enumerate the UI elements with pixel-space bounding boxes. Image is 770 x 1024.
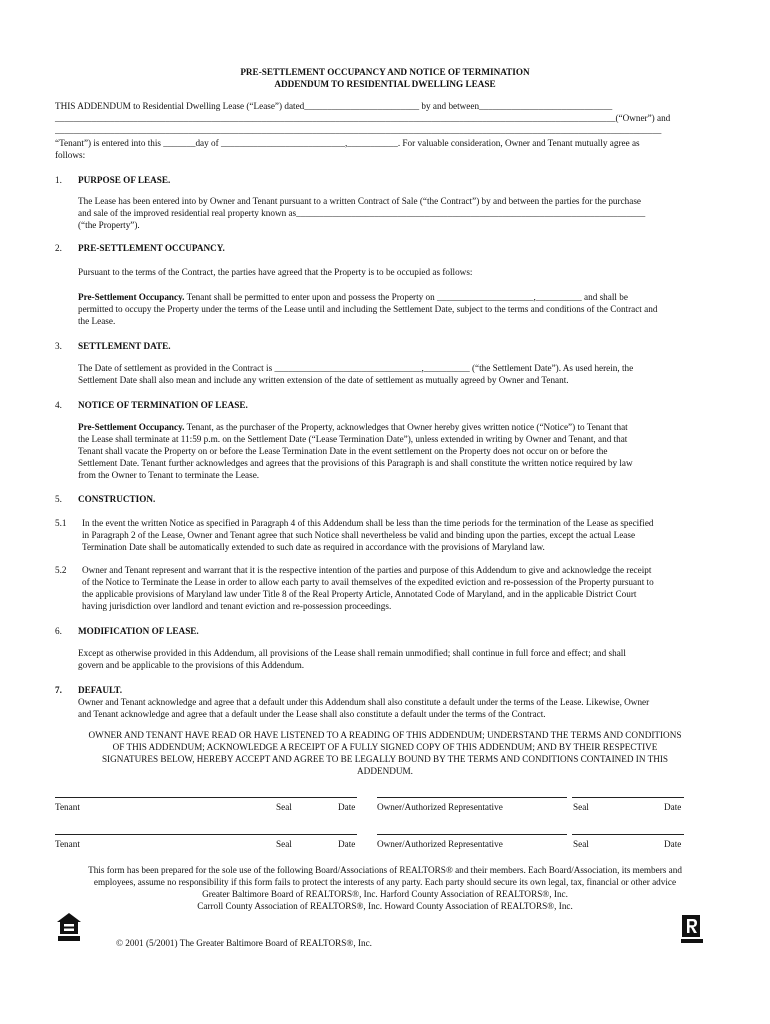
section-7-number: 7. [55,685,62,695]
section-5-1-text-3: Termination Date shall be automatically extended to such date as required in accordance with the provisions of Maryland law. [82,542,545,552]
intro-line-5: follows: [55,150,86,160]
section-2-text-1 [78,291,628,303]
section-7-text-1: Owner and Tenant acknowledge and agree that a default under this Addendum shall also constitute a default under the terms of the Lease. Likewise, Owner [78,697,650,707]
section-5-2-number: 5.2 [55,565,67,575]
section-2-text-2: permitted to occupy the Property under the terms of the Lease until and including the Settlement Date, subject to the terms and conditions of the Contract and [78,304,658,314]
notice-line-4: ADDENDUM. [357,766,413,776]
section-1-heading: PURPOSE OF LEASE. [78,175,171,185]
owner-date-line-1[interactable] [572,797,684,798]
section-3-text-1: The Date of settlement as provided in the Contract is ________________________________,__________ (“the Settlement Date”). As used herein, the [78,363,634,373]
tenant-date-label-2: Date [338,839,356,849]
copyright-text: © 2001 (5/2001) The Greater Baltimore Board of REALTORS®, Inc. [116,938,372,948]
title-line-1: PRE-SETTLEMENT OCCUPANCY AND NOTICE OF TERMINATION [240,67,530,77]
intro-line-4: “Tenant”) is entered into this _______day of ___________________________,___________. For valuable consideration, Owner and Tenant mutually agree as [55,138,640,148]
section-2-paragraph: Pursuant to the terms of the Contract, the parties have agreed that the Property is to be occupied as follows: [78,267,473,277]
notice-line-2: OF THIS ADDENDUM; ACKNOWLEDGE A RECEIPT OF A FULLY SIGNED COPY OF THIS ADDENDUM; AND BY THEIR RESPECTIVE [112,742,658,752]
owner-date-label-2: Date [664,839,682,849]
section-6-text-1: Except as otherwise provided in this Addendum, all provisions of the Lease shall remain unmodified; shall continue in full force and effect; and shall [78,648,626,658]
owner-signature-line-1[interactable] [377,797,567,798]
tenant-label-1: Tenant [55,802,80,812]
section-4-text-2: the Lease shall terminate at 11:59 p.m. on the Settlement Date (“Lease Termination Date”), unless extended in writing by Owner and Tenant, and that [78,434,628,444]
section-5-2-text-3: the applicable provisions of Maryland law under Title 8 of the Real Property Article, Annotated Code of Maryland, and in the applicable District Court [82,589,637,599]
section-5-2-text-2: of the Notice to Terminate the Lease in order to allow each party to avail themselves of the expedited eviction and re-possession of the Property pursuant to [82,577,654,587]
section-5-heading: CONSTRUCTION. [78,494,156,504]
intro-line-1: THIS ADDENDUM to Residential Dwelling Lease (“Lease”) dated_________________________ by and between_____________________________ [55,101,613,111]
section-2-text-1-rest: Tenant shall be permitted to enter upon and possess the Property on _____________________,__________ and shall be [184,292,628,302]
section-4-text-1 [78,421,628,433]
section-4-lead: Pre-Settlement Occupancy. [78,422,185,432]
owner-date-label-1: Date [664,802,682,812]
section-2-text-3: the Lease. [78,316,116,326]
section-3-text-2: Settlement Date shall also mean and include any written extension of the date of settlement as mutually agreed by Owner and Tenant. [78,375,569,385]
owner-seal-label-1: Seal [573,802,589,812]
section-6-number: 6. [55,626,62,636]
section-2-heading: PRE-SETTLEMENT OCCUPANCY. [78,243,225,253]
section-5-1-number: 5.1 [55,518,67,528]
footer-line-4: Carroll County Association of REALTORS®, Inc. Howard County Association of REALTORS®, Inc. [197,901,573,911]
footer-line-3: Greater Baltimore Board of REALTORS®, Inc. Harford County Association of REALTORS®, Inc. [202,889,568,899]
section-2-number: 2. [55,243,62,253]
footer-line-2: employees, assume no responsibility if this form fails to protect the interests of any party. Each party should secure its own legal, tax, financial or other advice [93,877,677,887]
notice-line-1: OWNER AND TENANT HAVE READ OR HAVE LISTENED TO A READING OF THIS ADDENDUM; UNDERSTAND THE TERMS AND CONDITIONS [88,730,682,740]
section-7-heading: DEFAULT. [78,685,122,695]
tenant-label-2: Tenant [55,839,80,849]
section-1-text-2: and sale of the improved residential real property known as____________________________________________________________________________ [78,208,646,218]
section-5-number: 5. [55,494,62,504]
realtor-logo-icon [681,914,703,944]
section-4-text-4: Settlement Date. Tenant further acknowledges and agrees that the provisions of this Paragraph is and shall constitute the written notice required by law [78,458,633,468]
section-5-1-text-2: in Paragraph 2 of the Lease, Owner and Tenant agree that such Notice shall nevertheless be valid and binding upon the parties, except the actual Lease [82,530,636,540]
equal-housing-icon [56,912,82,942]
section-5-1-text-1: In the event the written Notice as specified in Paragraph 4 of this Addendum shall be less than the time periods for the termination of the Lease as specified [82,518,654,528]
intro-line-3: ____________________________________________________________________________________________________________________________________ [55,125,662,135]
section-4-text-3: Tenant shall vacate the Property on or before the Lease Termination Date in the event settlement on the Property does not occur on or before the [78,446,608,456]
tenant-seal-label-2: Seal [276,839,292,849]
tenant-signature-line-2[interactable] [55,834,357,835]
section-3-number: 3. [55,341,62,351]
footer-line-1: This form has been prepared for the sole use of the following Board/Associations of REALTORS® and their members. Each Board/Association, its members and [88,865,682,875]
section-1-text-3: (“the Property”). [78,220,140,230]
tenant-date-label-1: Date [338,802,356,812]
tenant-seal-label-1: Seal [276,802,292,812]
owner-label-1: Owner/Authorized Representative [377,802,503,812]
owner-signature-line-2[interactable] [377,834,567,835]
section-6-text-2: govern and be applicable to the provisions of this Addendum. [78,660,305,670]
section-4-text-5: from the Owner to Tenant to terminate the Lease. [78,470,260,480]
title-line-2: ADDENDUM TO RESIDENTIAL DWELLING LEASE [274,79,496,89]
intro-line-2: __________________________________________________________________________________________________________________________(“Owner”) and [55,113,671,123]
section-2-lead: Pre-Settlement Occupancy. [78,292,185,302]
section-1-text-1: The Lease has been entered into by Owner and Tenant pursuant to a written Contract of Sale (“the Contract”) by and between the parties for the purchase [78,196,641,206]
section-6-heading: MODIFICATION OF LEASE. [78,626,199,636]
section-1-number: 1. [55,175,62,185]
owner-date-line-2[interactable] [572,834,684,835]
section-4-heading: NOTICE OF TERMINATION OF LEASE. [78,400,248,410]
section-4-number: 4. [55,400,62,410]
notice-line-3: SIGNATURES BELOW, HEREBY ACCEPT AND AGREE TO BE LEGALLY BOUND BY THE TERMS AND CONDITIONS CONTAINED IN THIS [101,754,669,764]
owner-seal-label-2: Seal [573,839,589,849]
tenant-signature-line-1[interactable] [55,797,357,798]
section-4-text-1-rest: Tenant, as the purchaser of the Property, acknowledges that Owner hereby gives written notice (“Notice”) to Tenant that [184,422,628,432]
section-5-2-text-4: having jurisdiction over landlord and tenant eviction and re-possession proceedings. [82,601,392,611]
section-5-2-text-1: Owner and Tenant represent and warrant that it is the respective intention of the parties and purpose of this Addendum to give and acknowledge the receipt [82,565,652,575]
section-3-heading: SETTLEMENT DATE. [78,341,171,351]
owner-label-2: Owner/Authorized Representative [377,839,503,849]
section-7-text-2: and Tenant acknowledge and agree that a default under the Lease shall also constitute a default under the terms of the Contract. [78,709,546,719]
